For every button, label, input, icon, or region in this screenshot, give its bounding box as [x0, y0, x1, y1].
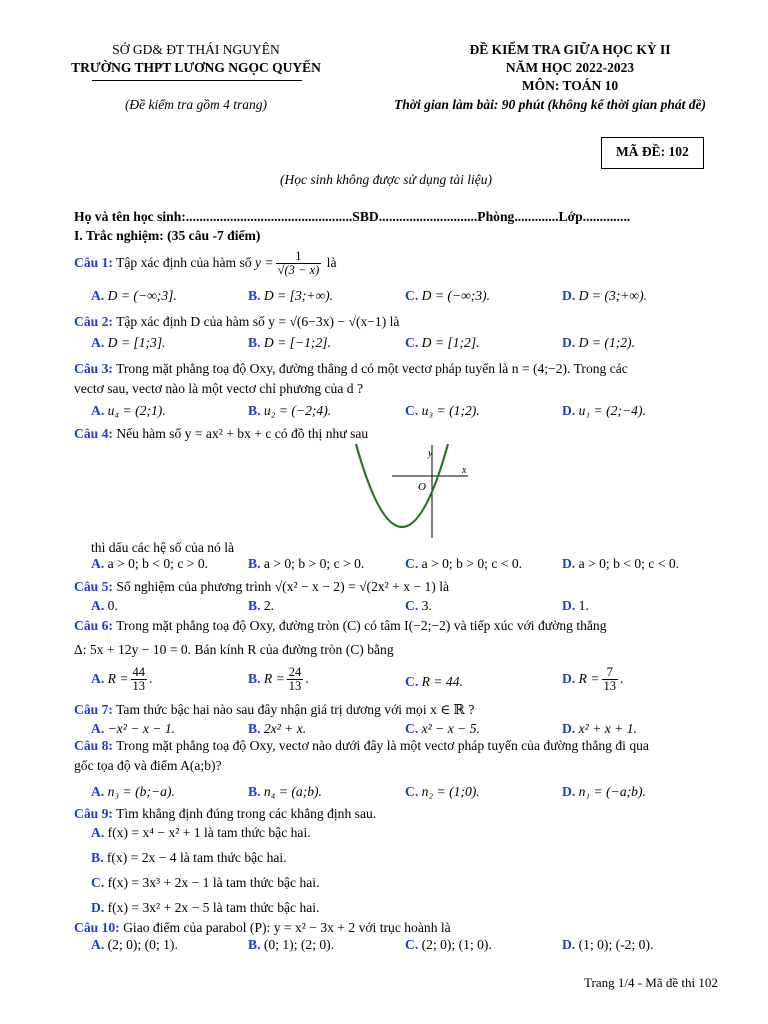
q8-option-c[interactable]: C. n₂ = (1;0).: [405, 784, 480, 799]
q2-option-a[interactable]: A. D = [1;3].: [91, 335, 166, 350]
question-number: Câu 5:: [74, 579, 113, 594]
question-number: Câu 2:: [74, 314, 113, 329]
question-text: Tập xác định D của hàm số y = √(6−3x) − √(x−1) là: [116, 314, 400, 329]
q8-option-a[interactable]: A. n₃ = (b;−a).: [91, 784, 175, 799]
q5-option-b[interactable]: B. 2.: [248, 598, 275, 613]
x-axis-label: x: [462, 465, 467, 476]
question-text: Số nghiệm của phương trình √(x² − x − 2) = √(2x² + x − 1) là: [116, 579, 450, 594]
question-text: Trong mặt phẳng toạ độ Oxy, đường thẳng d có một vectơ pháp tuyến là n = (4;−2). Trong các: [116, 361, 628, 376]
school-year: NĂM HỌC 2022-2023: [505, 60, 635, 75]
denominator: √(3 − x): [277, 263, 320, 278]
question-text: Nếu hàm số y = ax² + bx + c có đồ thị như sau: [116, 426, 369, 441]
q6-option-a[interactable]: A. R = $\frac{44}{13}$ .: [91, 665, 153, 694]
question-3: [74, 361, 628, 377]
q7-option-c[interactable]: C. x² − x − 5.: [405, 721, 480, 736]
q3-option-b[interactable]: B. u₂ = (−2;4).: [248, 403, 332, 418]
student-info-line: Họ và tên học sinh:.................................................SBD.............................Phòng.............Lớp..............: [74, 209, 631, 224]
q6-option-b[interactable]: B. R = $\frac{24}{13}$ .: [248, 665, 309, 694]
no-materials-note: (Học sinh không được sử dụng tài liệu): [280, 172, 493, 187]
q9-option-c[interactable]: C. f(x) = 3x³ + 2x − 1 là tam thức bậc hai.: [91, 875, 320, 890]
time-allowed: Thời gian làm bài: 90 phút (không kể thời gian phát đề): [394, 97, 706, 112]
school-name: TRƯỜNG THPT LƯƠNG NGỌC QUYẾN: [71, 60, 321, 75]
origin-label: O: [418, 481, 426, 493]
question-text: Tìm khẳng định đúng trong các khẳng định sau.: [116, 806, 377, 821]
question-number: Câu 6:: [74, 618, 113, 633]
question-6: [74, 618, 607, 634]
q4-option-a[interactable]: A. a > 0; b < 0; c > 0.: [91, 556, 209, 571]
question-text: Tập xác định của hàm số: [116, 254, 252, 270]
q4-option-d[interactable]: D. a > 0; b < 0; c < 0.: [562, 556, 680, 571]
q2-option-b[interactable]: B. D = [−1;2].: [248, 335, 331, 350]
parabola-graph: [350, 440, 480, 540]
q10-option-c[interactable]: C. (2; 0); (1; 0).: [405, 937, 492, 952]
section-heading: I. Trắc nghiệm: (35 câu -7 điểm): [74, 228, 261, 243]
question-text: Trong mặt phẳng toạ độ Oxy, đường tròn (C) có tâm I(−2;−2) và tiếp xúc với đường thẳng: [116, 618, 607, 633]
q5-option-d[interactable]: D. 1.: [562, 598, 589, 613]
q9-option-b[interactable]: B. f(x) = 2x − 4 là tam thức bậc hai.: [91, 850, 287, 865]
question-number: Câu 9:: [74, 806, 113, 821]
question-2: [74, 314, 399, 330]
q9-option-a[interactable]: A. f(x) = x⁴ − x² + 1 là tam thức bậc hai.: [91, 825, 311, 840]
subject: MÔN: TOÁN 10: [521, 78, 619, 93]
question-number: Câu 8:: [74, 738, 113, 753]
question-number: Câu 3:: [74, 361, 113, 376]
exam-code-box: [601, 137, 704, 169]
q9-option-d[interactable]: D. f(x) = 3x² + 2x − 5 là tam thức bậc hai.: [91, 900, 320, 915]
q1-option-d[interactable]: D. D = (3;+∞).: [562, 288, 648, 303]
q5-option-a[interactable]: A. 0.: [91, 598, 118, 613]
question-5: [74, 579, 449, 595]
question-9: [74, 806, 376, 822]
q4-option-b[interactable]: B. a > 0; b > 0; c > 0.: [248, 556, 365, 571]
q10-option-d[interactable]: D. (1; 0); (-2; 0).: [562, 937, 654, 952]
q2-option-d[interactable]: D. D = (1;2).: [562, 335, 635, 350]
question-number: Câu 1:: [74, 254, 113, 270]
question-number: Câu 10:: [74, 920, 120, 935]
q3-option-d[interactable]: D. u₁ = (2;−4).: [562, 403, 646, 418]
fraction: [276, 250, 322, 277]
exam-title: ĐỀ KIỂM TRA GIỮA HỌC KỲ II: [469, 42, 671, 57]
q6-option-d[interactable]: D. R = $\frac{7}{13}$ .: [562, 665, 624, 694]
q5-option-c[interactable]: C. 3.: [405, 598, 432, 613]
question-text: Giao điểm của parabol (P): y = x² − 3x + 2 với trục hoành là: [123, 920, 451, 935]
header-divider: [92, 80, 302, 81]
question-number: Câu 4:: [74, 426, 113, 441]
question-4-line-2: thì dấu các hệ số của nó là: [91, 540, 235, 555]
q10-option-b[interactable]: B. (0; 1); (2; 0).: [248, 937, 335, 952]
question-6-line-2: Δ: 5x + 12y − 10 = 0. Bán kính R của đường tròn (C) bằng: [74, 642, 394, 657]
q10-option-a[interactable]: A. (2; 0); (0; 1).: [91, 937, 178, 952]
pages-note: (Đề kiểm tra gồm 4 trang): [124, 97, 268, 112]
q3-option-c[interactable]: C. u₃ = (1;2).: [405, 403, 480, 418]
question-10: [74, 920, 451, 936]
numerator: 1: [295, 249, 302, 263]
question-1: [74, 250, 336, 277]
formula-lhs: y =: [254, 254, 274, 270]
q1-option-c[interactable]: C. D = (−∞;3).: [405, 288, 491, 303]
q1-option-b[interactable]: B. D = [3;+∞).: [248, 288, 334, 303]
parabola-curve: [356, 444, 448, 527]
q6-option-c[interactable]: C. R = 44.: [405, 674, 463, 689]
q1-option-a[interactable]: A. D = (−∞;3].: [91, 288, 177, 303]
q8-option-b[interactable]: B. n₄ = (a;b).: [248, 784, 322, 799]
question-4: [74, 426, 368, 442]
question-7: [74, 702, 474, 718]
question-8-line-2: gốc tọa độ và điểm A(a;b)?: [74, 758, 222, 773]
question-3-line-2: vectơ sau, vectơ nào là một vectơ chỉ phương của d ?: [74, 381, 364, 396]
page-footer: Trang 1/4 - Mã đề thi 102: [584, 975, 718, 990]
q7-option-a[interactable]: A. −x² − x − 1.: [91, 721, 176, 736]
q7-option-d[interactable]: D. x² + x + 1.: [562, 721, 637, 736]
q3-option-a[interactable]: A. u₄ = (2;1).: [91, 403, 166, 418]
question-text: Tam thức bậc hai nào sau đây nhận giá trị dương với mọi x ∈ ℝ ?: [116, 702, 475, 717]
q7-option-b[interactable]: B. 2x² + x.: [248, 721, 307, 736]
question-number: Câu 7:: [74, 702, 113, 717]
question-suffix: là: [326, 254, 337, 270]
q8-option-d[interactable]: D. n₁ = (−a;b).: [562, 784, 646, 799]
y-axis-label: y: [428, 448, 433, 459]
question-8: [74, 738, 649, 754]
q4-option-c[interactable]: C. a > 0; b > 0; c < 0.: [405, 556, 523, 571]
question-text: Trong mặt phẳng toạ độ Oxy, vectơ nào dưới đây là một vectơ pháp tuyến của đường thẳng đi qua: [116, 738, 649, 753]
q2-option-c[interactable]: C. D = [1;2].: [405, 335, 480, 350]
exam-code: MÃ ĐỀ: 102: [616, 144, 689, 159]
department-name: SỞ GD& ĐT THÁI NGUYÊN: [112, 42, 280, 57]
